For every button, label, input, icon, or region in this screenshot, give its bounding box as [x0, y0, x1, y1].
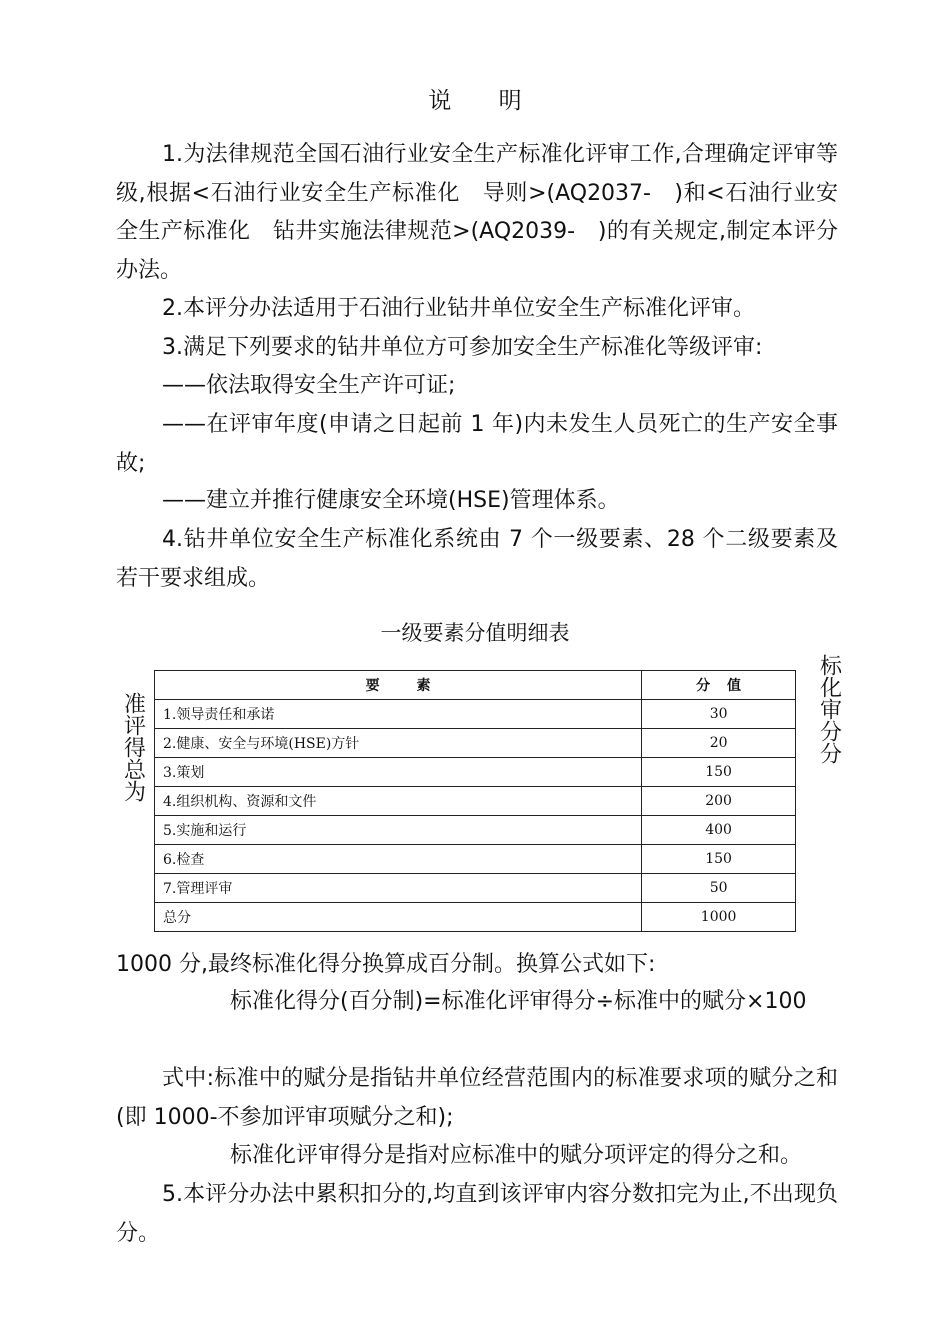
table-row: [155, 700, 796, 729]
header-score: 分 值: [642, 671, 796, 700]
paragraph-4: 4.钻井单位安全生产标准化系统由 7 个一级要素、28 个二级要素及若干要求组成。: [116, 527, 838, 591]
requirement-item-3: ——建立并推行健康安全环境(HSE)管理体系。: [162, 488, 620, 513]
paragraph-2: 2.本评分办法适用于石油行业钻井单位安全生产标准化评审。: [162, 296, 755, 321]
conversion-formula: 标准化得分(百分制)=标准化评审得分÷标准中的赋分×100: [230, 989, 807, 1014]
element-score-table: [154, 670, 796, 932]
row-score: 150: [642, 758, 796, 787]
row-score: 200: [642, 787, 796, 816]
header-element: 要 素: [155, 671, 642, 700]
row-score: 400: [642, 816, 796, 845]
paragraph-5: 5.本评分办法中累积扣分的,均直到该评审内容分数扣完为止,不出现负分。: [116, 1182, 838, 1246]
table-row: [155, 845, 796, 874]
row-element-name: 6.检查: [155, 845, 642, 874]
row-element-name: 1.领导责任和承诺: [155, 700, 642, 729]
table-row: [155, 816, 796, 845]
total-score: 1000: [642, 903, 796, 932]
table-header-row: [155, 671, 796, 700]
table-row: [155, 874, 796, 903]
row-score: 20: [642, 729, 796, 758]
table-row: [155, 758, 796, 787]
row-element-name: 5.实施和运行: [155, 816, 642, 845]
total-label: 总分: [155, 903, 642, 932]
side-text-left: 准评得总为: [120, 692, 146, 802]
paragraph-3: 3.满足下列要求的钻井单位方可参加安全生产标准化等级评审:: [162, 335, 763, 360]
requirement-item-2: ——在评审年度(申请之日起前 1 年)内未发生人员死亡的生产安全事故;: [116, 412, 838, 476]
row-element-name: 7.管理评审: [155, 874, 642, 903]
row-score: 150: [642, 845, 796, 874]
page-title: 说 明: [428, 88, 542, 114]
requirement-item-1: ——依法取得安全生产许可证;: [162, 373, 456, 398]
paragraph-1: 1.为法律规范全国石油行业安全生产标准化评审工作,合理确定评审等级,根据<石油行业安全生产标准化 导则>(AQ2037- )和<石油行业安全生产标准化 钻井实施法律规范>(AQ2039- )的有关规定,制定本评分办法。: [116, 142, 838, 283]
conversion-intro: 1000 分,最终标准化得分换算成百分制。换算公式如下:: [116, 952, 656, 977]
row-element-name: 2.健康、安全与环境(HSE)方针: [155, 729, 642, 758]
table-title: 一级要素分值明细表: [380, 621, 570, 645]
row-element-name: 4.组织机构、资源和文件: [155, 787, 642, 816]
table-total-row: [155, 903, 796, 932]
side-text-right: 标化审分分: [816, 654, 842, 764]
row-element-name: 3.策划: [155, 758, 642, 787]
table-row: [155, 729, 796, 758]
table-row: [155, 787, 796, 816]
formula-note-2: 标准化评审得分是指对应标准中的赋分项评定的得分之和。: [230, 1143, 803, 1168]
row-score: 30: [642, 700, 796, 729]
row-score: 50: [642, 874, 796, 903]
formula-note-1: 式中:标准中的赋分是指钻井单位经营范围内的标准要求项的赋分之和(即 1000-不参加评审项赋分之和);: [116, 1066, 838, 1130]
